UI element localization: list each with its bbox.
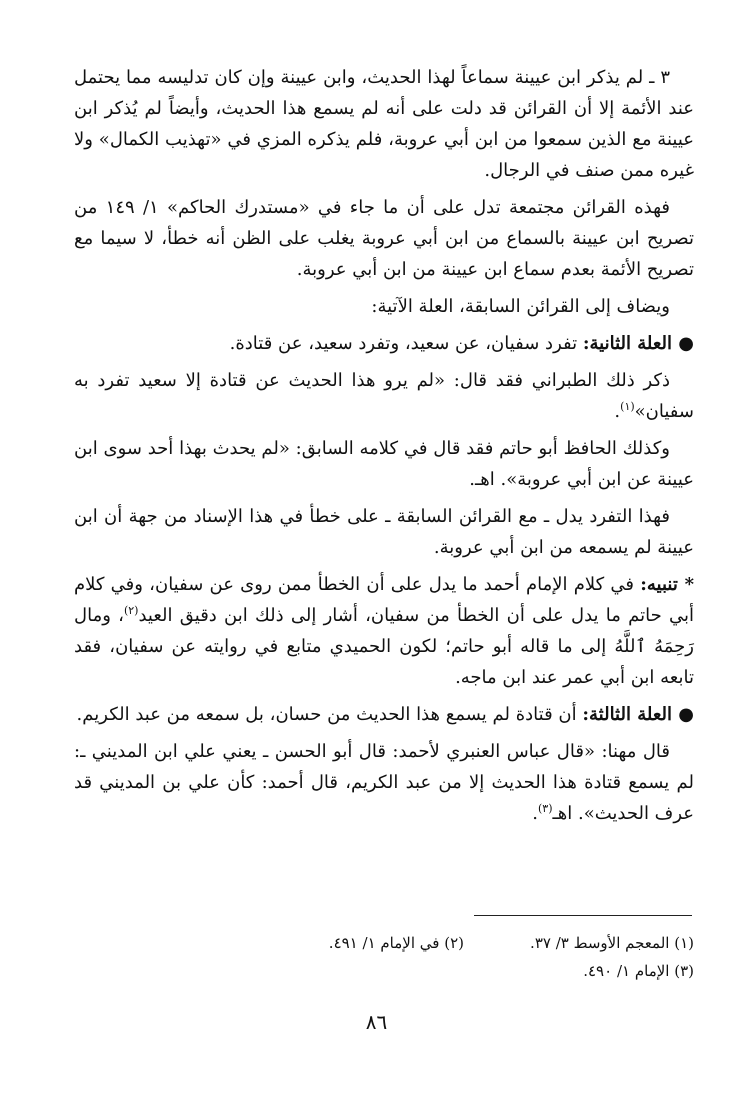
tanbih-label: * تنبيه:: [640, 574, 695, 595]
illa-second-text: تفرد سفيان، عن سعيد، وتفرد سعيد، عن قتادة.: [229, 333, 583, 354]
footnotes: [74, 929, 694, 985]
paragraph-tabarani: [74, 365, 694, 427]
footnote-row: [74, 957, 694, 985]
tanbih-text-b: ، ومال رَحِمَهُ ٱللَّهُ إلى ما قاله أبو حاتم؛ لكون الحميدي متابع في روايته عن سفيان، فقد تابعه ابن أبي عمر عند ابن ماجه.: [74, 605, 694, 688]
illa-third-label: ● العلة الثالثة:: [582, 704, 694, 725]
paragraph-muhanna: [74, 736, 694, 829]
footnote-row: [74, 929, 694, 957]
tanbih-text-a: في كلام الإمام أحمد ما يدل على أن الخطأ ممن روى عن سفيان، وفي كلام أبي حاتم ما يدل على أن الخطأ من سفيان، أشار إلى ذلك ابن دقيق العيد: [74, 574, 695, 626]
illa-second: [74, 328, 694, 359]
illa-third-text: أن قتادة لم يسمع هذا الحديث من حسان، بل سمعه من عبد الكريم.: [76, 704, 583, 725]
paragraph-abu-hatim: وكذلك الحافظ أبو حاتم فقد قال في كلامه السابق: «لم يحدث بهذا أحد سوى ابن عيينة عن ابن أبي عروبة». اهـ.: [74, 438, 694, 490]
muhanna-end: .: [532, 803, 538, 824]
muhanna-text: قال مهنا: «قال عباس العنبري لأحمد: قال أبو الحسن ـ يعني علي ابن المديني ـ: لم يسمع قتادة هذا الحديث إلا من عبد الكريم، قال أحمد: كأن علي بن المديني قد عرف الحديث». اهـ: [74, 741, 694, 824]
illa-second-label: ● العلة الثانية:: [582, 333, 694, 354]
footnote-ref-1: (١): [620, 400, 635, 413]
paragraph-tafarrud: فهذا التفرد يدل ـ مع القرائن السابقة ـ على خطأ في هذا الإسناد من جهة أن ابن عيينة لم يسمعه من ابن أبي عروبة.: [74, 506, 694, 558]
paragraph-qaraain: فهذه القرائن مجتمعة تدل على أن ما جاء في «مستدرك الحاكم» ١/ ١٤٩ من تصريح ابن عيينة بالسماع من ابن أبي عروبة يغلب على الظن أنه خطأ، لا سيما مع تصريح الأئمة بعدم سماع ابن عيينة من ابن أبي عروبة.: [74, 197, 694, 280]
footnote-ref-3: (٣): [537, 802, 553, 815]
tabarani-text: ذكر ذلك الطبراني فقد قال: «لم يرو هذا الحديث عن قتادة إلا سعيد تفرد به سفيان»: [74, 370, 694, 422]
illa-third: [74, 699, 694, 730]
page-number: ٨٦: [365, 1010, 388, 1034]
footnote-3: (٣) الإمام ١/ ٤٩٠.: [583, 962, 694, 980]
tabarani-end: .: [614, 401, 621, 422]
footnote-2: (٢) في الإمام ١/ ٤٩١.: [328, 934, 464, 952]
paragraph-additional: ويضاف إلى القرائن السابقة، العلة الآتية:: [371, 296, 670, 317]
main-text: [74, 62, 694, 835]
footnote-1: (١) المعجم الأوسط ٣/ ٣٧.: [530, 934, 694, 952]
footnote-divider: [474, 915, 692, 916]
footnote-ref-2: (٢): [123, 604, 139, 617]
paragraph-point-3: ٣ ـ لم يذكر ابن عيينة سماعاً لهذا الحديث، وابن عيينة وإن كان تدليسه مما يحتمل عند الأئمة إلا أن القرائن قد دلت على أنه لم يسمع هذا الحديث، وأيضاً لم يُذكر ابن عيينة مع الذين سمعوا من ابن أبي عروبة، فلم يذكره المزي في «تهذيب الكمال» ولا غيره ممن صنف في الرجال.: [74, 67, 694, 181]
tanbih-note: [74, 569, 694, 693]
